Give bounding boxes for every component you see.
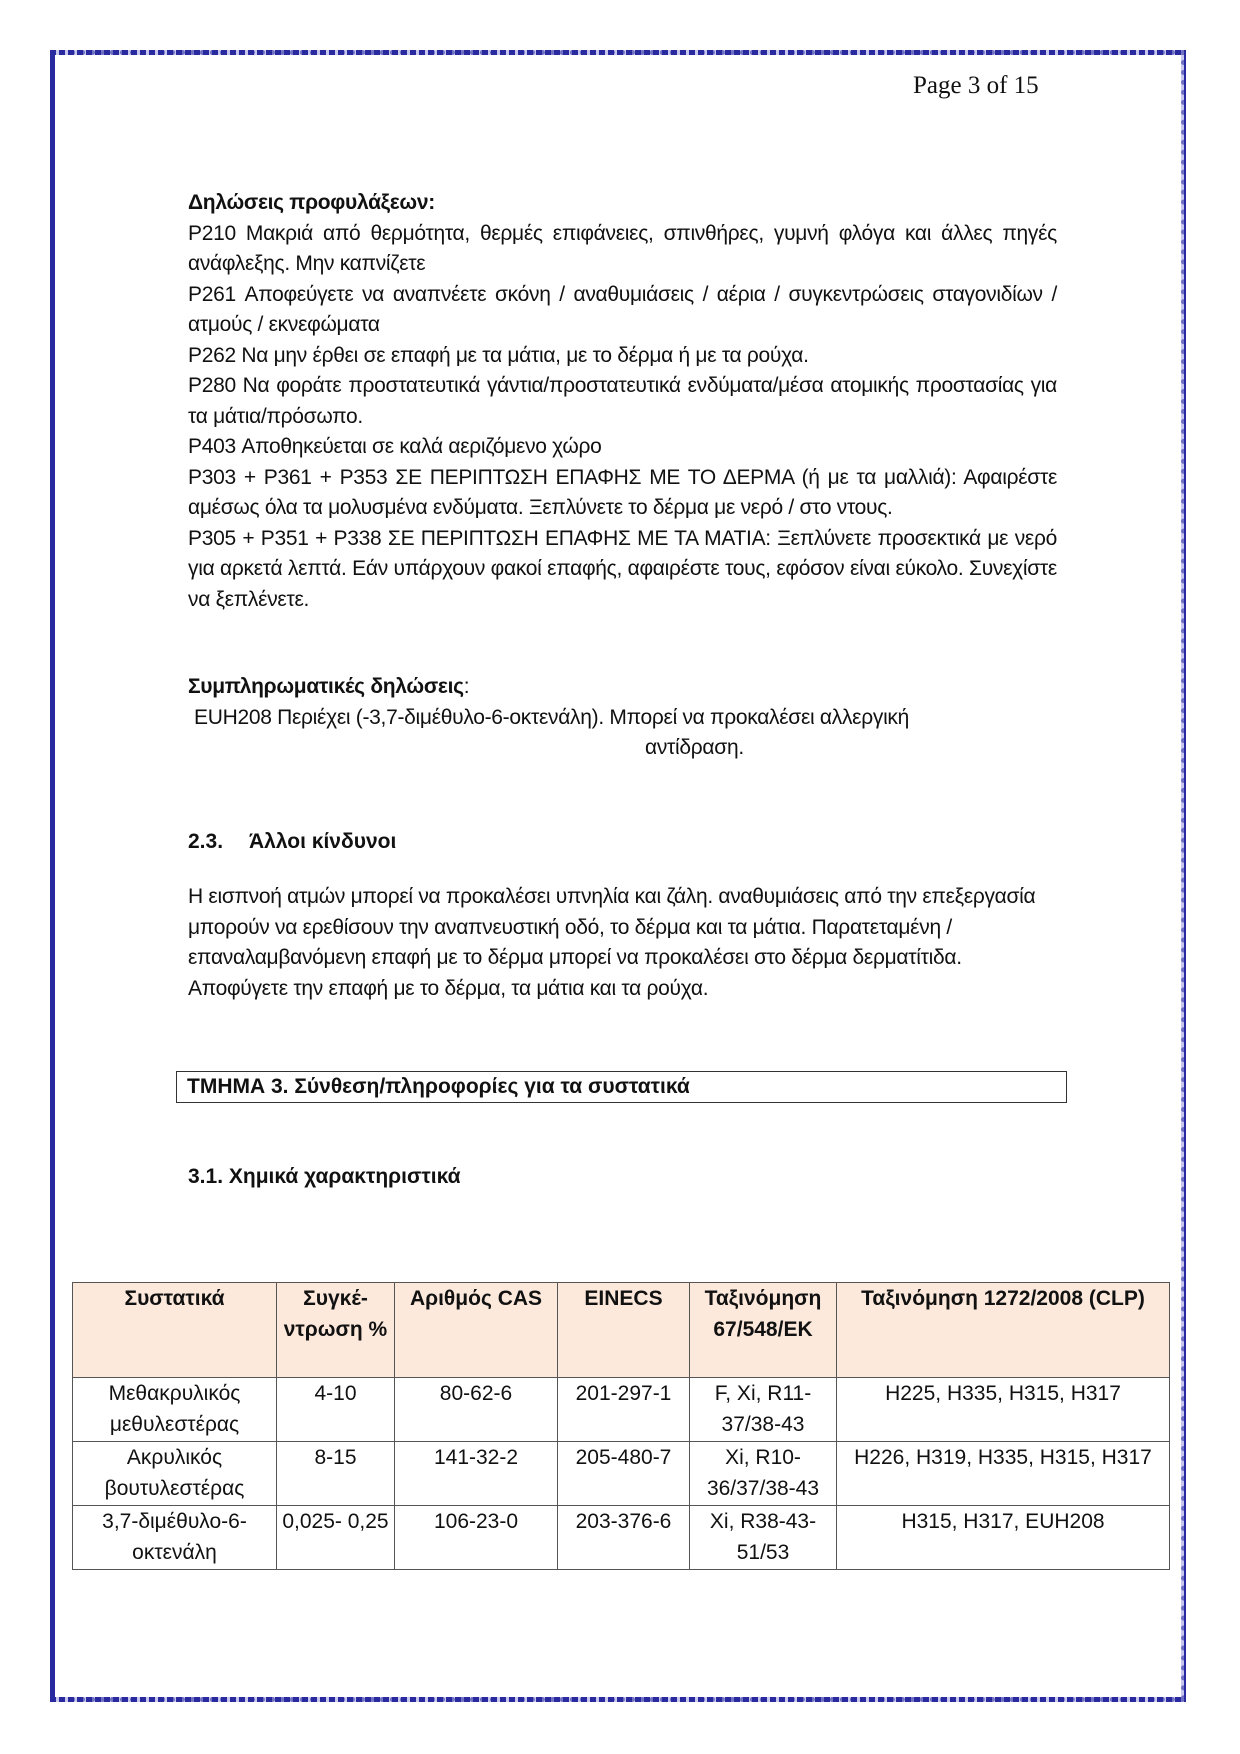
col-header-concentration: Συγκέ- ντρωση % — [277, 1283, 395, 1378]
col-header-einecs: EINECS — [558, 1283, 690, 1378]
euh208-line2: αντίδραση. — [645, 736, 744, 759]
cell-class-67-548: F, Xi, R11- 37/38-43 — [690, 1378, 837, 1442]
table-row — [73, 1442, 1170, 1506]
table-header-row — [73, 1283, 1170, 1378]
statement-p303: P303 + P361 + P353 ΣΕ ΠΕΡΙΠΤΩΣΗ ΕΠΑΦΗΣ ΜΕ ΤΟ ΔΕΡΜΑ (ή με τα μαλλιά): Αφαιρέστε αμέσως όλα τα μολυσμένα ενδύματα. Ξεπλύνετε το δέρμα με νερό / στο ντους. — [188, 465, 1057, 519]
section-2-3-heading — [188, 830, 396, 854]
cell-einecs: 205-480-7 — [558, 1442, 690, 1506]
cell-concentration: 8-15 — [277, 1442, 395, 1506]
precautionary-statements — [188, 188, 1057, 615]
statement-p261: P261 Αποφεύγετε να αναπνέετε σκόνη / αναθυμιάσεις / αέρια / συγκεντρώσεις σταγονιδίων / ατμούς / εκνεφώματα — [188, 282, 1057, 336]
section-3-1-heading: 3.1. Χημικά χαρακτηριστικά — [188, 1165, 461, 1188]
supplementary-title-colon: : — [463, 675, 470, 698]
col-header-ingredient: Συστατικά — [73, 1283, 277, 1378]
col-header-class-67-548: Ταξινόμηση 67/548/ΕΚ — [690, 1283, 837, 1378]
cell-cas: 106-23-0 — [395, 1506, 558, 1570]
statement-p280: P280 Να φοράτε προστατευτικά γάντια/προστατευτικά ενδύματα/μέσα ατομικής προστασίας για τα μάτια/πρόσωπο. — [188, 374, 1057, 428]
statement-p305: P305 + P351 + P338 ΣΕ ΠΕΡΙΠΤΩΣΗ ΕΠΑΦΗΣ ΜΕ ΤΑ ΜΑΤΙΑ: Ξεπλύνετε προσεκτικά με νερό για αρκετά λεπτά. Εάν υπάρχουν φακοί επαφής, αφαιρέστε τους, εφόσον είναι εύκολο. Συνεχίστε να ξεπλένετε. — [188, 526, 1057, 611]
page-number: Page 3 of 15 — [913, 72, 1039, 99]
cell-ingredient: Ακρυλικός βουτυλεστέρας — [73, 1442, 277, 1506]
cell-class-67-548: Xi, R38-43- 51/53 — [690, 1506, 837, 1570]
col-header-class-clp: Ταξινόμηση 1272/2008 (CLP) — [837, 1283, 1170, 1378]
section-2-3-number: 2.3. — [188, 830, 224, 853]
cell-ingredient: Μεθακρυλικός μεθυλεστέρας — [73, 1378, 277, 1442]
cell-class-67-548: Xi, R10- 36/37/38-43 — [690, 1442, 837, 1506]
composition-table — [72, 1282, 1170, 1570]
cell-class-clp: H225, H335, H315, H317 — [837, 1378, 1170, 1442]
statement-p210: P210 Μακριά από θερμότητα, θερμές επιφάνειες, σπινθήρες, γυμνή φλόγα και άλλες πηγές ανάφλεξης. Μην καπνίζετε — [188, 221, 1057, 275]
statement-p403: P403 Αποθηκεύεται σε καλά αεριζόμενο χώρο — [188, 435, 602, 458]
euh208-line1: EUH208 Περιέχει (-3,7-διμέθυλο-6-οκτενάλη). Μπορεί να προκαλέσει αλλεργική — [194, 705, 910, 729]
cell-einecs: 203-376-6 — [558, 1506, 690, 1570]
cell-concentration: 4-10 — [277, 1378, 395, 1442]
precautionary-title: Δηλώσεις προφυλάξεων: — [188, 191, 435, 214]
table-row — [73, 1506, 1170, 1570]
cell-cas: 80-62-6 — [395, 1378, 558, 1442]
cell-class-clp: H315, H317, EUH208 — [837, 1506, 1170, 1570]
cell-concentration: 0,025- 0,25 — [277, 1506, 395, 1570]
cell-ingredient: 3,7-διμέθυλο-6- οκτενάλη — [73, 1506, 277, 1570]
supplementary-statements — [188, 672, 1057, 764]
statement-p262: P262 Να μην έρθει σε επαφή με τα μάτια, με το δέρμα ή με τα ρούχα. — [188, 343, 809, 367]
section-2-3-title: Άλλοι κίνδυνοι — [249, 830, 397, 853]
section-2-3-body: Η εισπνοή ατμών μπορεί να προκαλέσει υπνηλία και ζάλη. αναθυμιάσεις από την επεξεργασία μπορούν να ερεθίσουν την αναπνευστική οδό, το δέρμα και τα μάτια. Παρατεταμένη / επαναλαμβανόμενη επαφή με το δέρμα μπορεί να προκαλέσει στο δέρμα δερματίτιδα. Αποφύγετε την επαφή με το δέρμα, τα μάτια και τα ρούχα. — [188, 885, 1036, 1000]
cell-einecs: 201-297-1 — [558, 1378, 690, 1442]
cell-cas: 141-32-2 — [395, 1442, 558, 1506]
supplementary-title: Συμπληρωματικές δηλώσεις — [188, 675, 464, 698]
section-3-heading: ΤΜΗΜΑ 3. Σύνθεση/πληροφορίες για τα συστατικά — [176, 1071, 1067, 1103]
col-header-cas: Αριθμός CAS — [395, 1283, 558, 1378]
cell-class-clp: H226, H319, H335, H315, H317 — [837, 1442, 1170, 1506]
table-row — [73, 1378, 1170, 1442]
